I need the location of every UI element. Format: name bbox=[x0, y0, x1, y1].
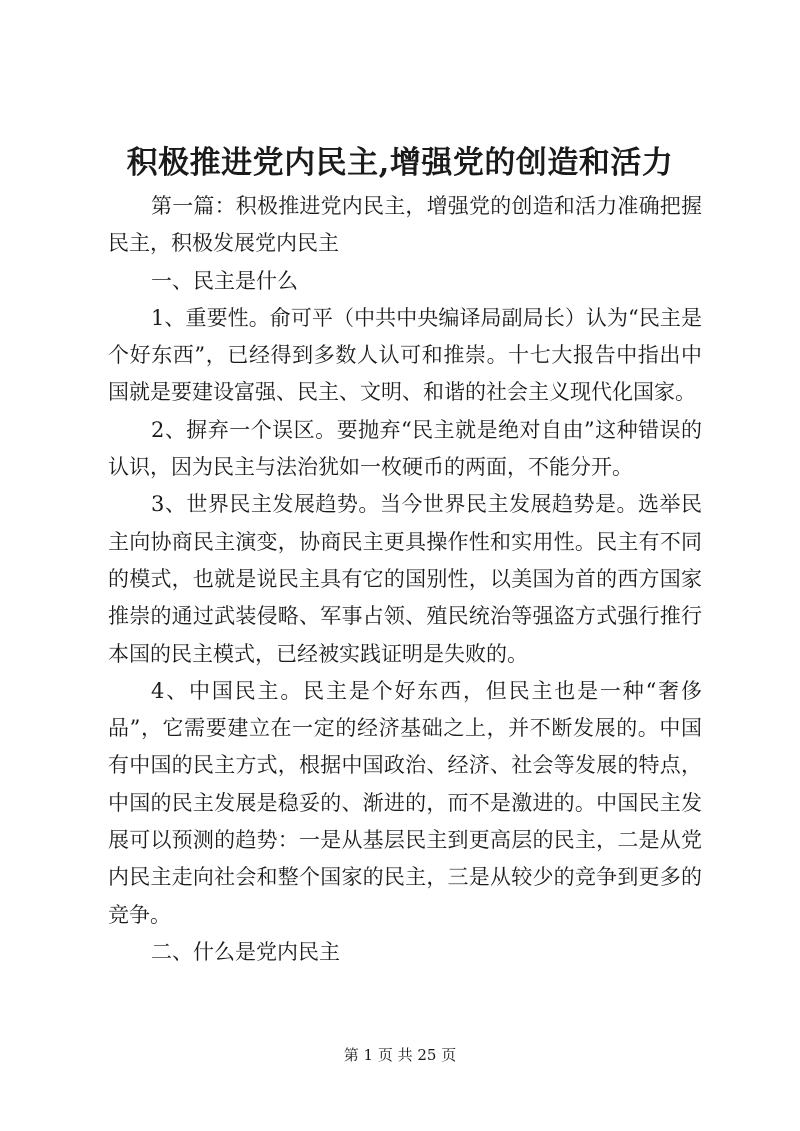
paragraph-misconception: 2、摒弃一个误区。要抛弃“民主就是绝对自由”这种错误的认识，因为民主与法治犹如一枚硬币的两面，不能分开。 bbox=[108, 417, 702, 480]
paragraph-world-trend: 3、世界民主发展趋势。当今世界民主发展趋势是。选举民主向协商民主演变，协商民主更具操作性和实用性。民主有不同的模式，也就是说民主具有它的国别性，以美国为首的西方国家推崇的通过武装侵略、军事占领、殖民统治等强盗方式强行推行本国的民主模式，已经被实践证明是失败的。 bbox=[108, 492, 702, 666]
document-title: 积极推进党内民主,增强党的创造和活力 bbox=[126, 145, 674, 181]
document-body bbox=[108, 188, 702, 971]
paragraph-intro: 第一篇：积极推进党内民主，增强党的创造和活力准确把握民主，积极发展党内民主 bbox=[108, 194, 702, 256]
section-heading-intra-party-democracy: 二、什么是党内民主 bbox=[151, 939, 340, 964]
page-number: 第 1 页 共 25 页 bbox=[343, 1046, 457, 1064]
paragraph-importance: 1、重要性。俞可平（中共中央编译局副局长）认为“民主是个好东西”，已经得到多数人认可和推崇。十七大报告中指出中国就是要建设富强、民主、文明、和谐的社会主义现代化国家。 bbox=[108, 305, 702, 405]
section-heading-what-is-democracy: 一、民主是什么 bbox=[151, 268, 298, 293]
paragraph-china-democracy: 4、中国民主。民主是个好东西，但民主也是一种“奢侈品”，它需要建立在一定的经济基础之上，并不断发展的。中国有中国的民主方式，根据中国政治、经济、社会等发展的特点，中国的民主发展是稳妥的、渐进的，而不是激进的。中国民主发展可以预测的趋势：一是从基层民主到更高层的民主，二是从党内民主走向社会和整个国家的民主，三是从较少的竞争到更多的竞争。 bbox=[108, 678, 702, 927]
